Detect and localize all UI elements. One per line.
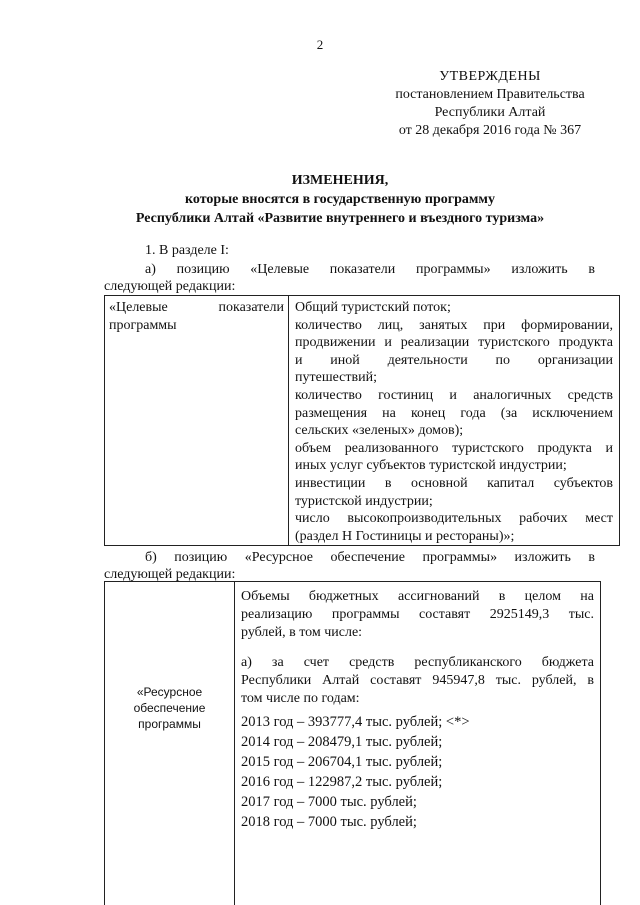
item-a-line-2: следующей редакции: xyxy=(104,279,236,294)
targets-line: количество лиц, занятых при формировании, xyxy=(295,317,613,333)
item-a-line-1: а) позицию «Целевые показатели программы» изложить в xyxy=(145,262,595,277)
resources-table xyxy=(104,581,601,905)
targets-table-label-cell xyxy=(105,296,289,545)
item-b-line-2: следующей редакции: xyxy=(104,567,236,582)
targets-line: объем реализованного туристского продукта и xyxy=(295,440,613,456)
targets-label-line-1: «Целевые показатели xyxy=(109,300,284,315)
funding-paragraph-2-line: Республики Алтай составят 945947,8 тыс. рублей, в xyxy=(241,673,594,688)
resources-label-line-1: «Ресурсное xyxy=(136,685,203,699)
item-b-line-1: б) позицию «Ресурсное обеспечение программы» изложить в xyxy=(145,550,595,565)
funding-paragraph-2-line: а) за счет средств республиканского бюджета xyxy=(241,655,594,670)
targets-line: путешествий; xyxy=(295,370,377,386)
targets-line: иных услуг субъектов туристской индустрии; xyxy=(295,458,567,474)
page-number: 2 xyxy=(316,37,324,52)
approval-line-2: Республики Алтай xyxy=(434,105,546,120)
resources-label-line-2: обеспечение xyxy=(133,701,206,715)
targets-label-line-2: программы xyxy=(109,318,177,333)
targets-line: Общий туристский поток; xyxy=(295,300,451,315)
approval-line-1: постановлением Правительства xyxy=(395,87,585,102)
funding-year-line: 2014 год – 208479,1 тыс. рублей; xyxy=(241,734,443,750)
title-main: ИЗМЕНЕНИЯ, xyxy=(291,173,389,188)
section-1-heading: 1. В разделе I: xyxy=(145,243,229,258)
resources-label-line-3: программы xyxy=(138,717,201,731)
targets-line: число высокопроизводительных рабочих мест xyxy=(295,511,613,527)
targets-line: размещения на конец года (за исключением xyxy=(295,405,613,421)
approval-line-3: от 28 декабря 2016 года № 367 xyxy=(398,123,582,138)
funding-paragraph-1-line: реализацию программы составят 2925149,3 тыс. xyxy=(241,607,594,622)
targets-line: туристской индустрии; xyxy=(295,493,433,509)
targets-table xyxy=(104,295,620,546)
paragraph-gap xyxy=(241,642,594,654)
targets-line: количество гостиниц и аналогичных средств xyxy=(295,387,613,403)
funding-paragraph-1-line: рублей, в том числе: xyxy=(241,625,363,640)
funding-year-line: 2016 год – 122987,2 тыс. рублей; xyxy=(241,774,443,790)
targets-line: и иной деятельности по организации xyxy=(295,352,613,368)
document-title xyxy=(60,171,620,228)
approval-block xyxy=(370,68,610,140)
funding-year-line: 2015 год – 206704,1 тыс. рублей; xyxy=(241,754,443,770)
title-line-2: которые вносятся в государственную программу xyxy=(185,192,495,207)
targets-table-content-cell xyxy=(289,296,619,545)
resources-table-label-cell xyxy=(105,582,235,905)
title-line-3: Республики Алтай «Развитие внутреннего и въездного туризма» xyxy=(135,211,545,226)
targets-line: сельских «зеленых» домов); xyxy=(295,423,464,439)
resources-table-content-cell xyxy=(235,582,600,905)
targets-line: инвестиции в основной капитал субъектов xyxy=(295,475,613,491)
funding-paragraph-1-line: Объемы бюджетных ассигнований в целом на xyxy=(241,589,594,604)
approval-heading: УТВЕРЖДЕНЫ xyxy=(439,69,541,84)
targets-line: (раздел H Гостиницы и рестораны)»; xyxy=(295,528,515,544)
funding-year-line: 2013 год – 393777,4 тыс. рублей; <*> xyxy=(241,714,470,730)
funding-paragraph-2-line: том числе по годам: xyxy=(241,691,360,706)
targets-line: продвижении и реализации туристского продукта xyxy=(295,335,613,351)
funding-year-line: 2018 год – 7000 тыс. рублей; xyxy=(241,814,417,830)
funding-year-line: 2017 год – 7000 тыс. рублей; xyxy=(241,794,417,810)
